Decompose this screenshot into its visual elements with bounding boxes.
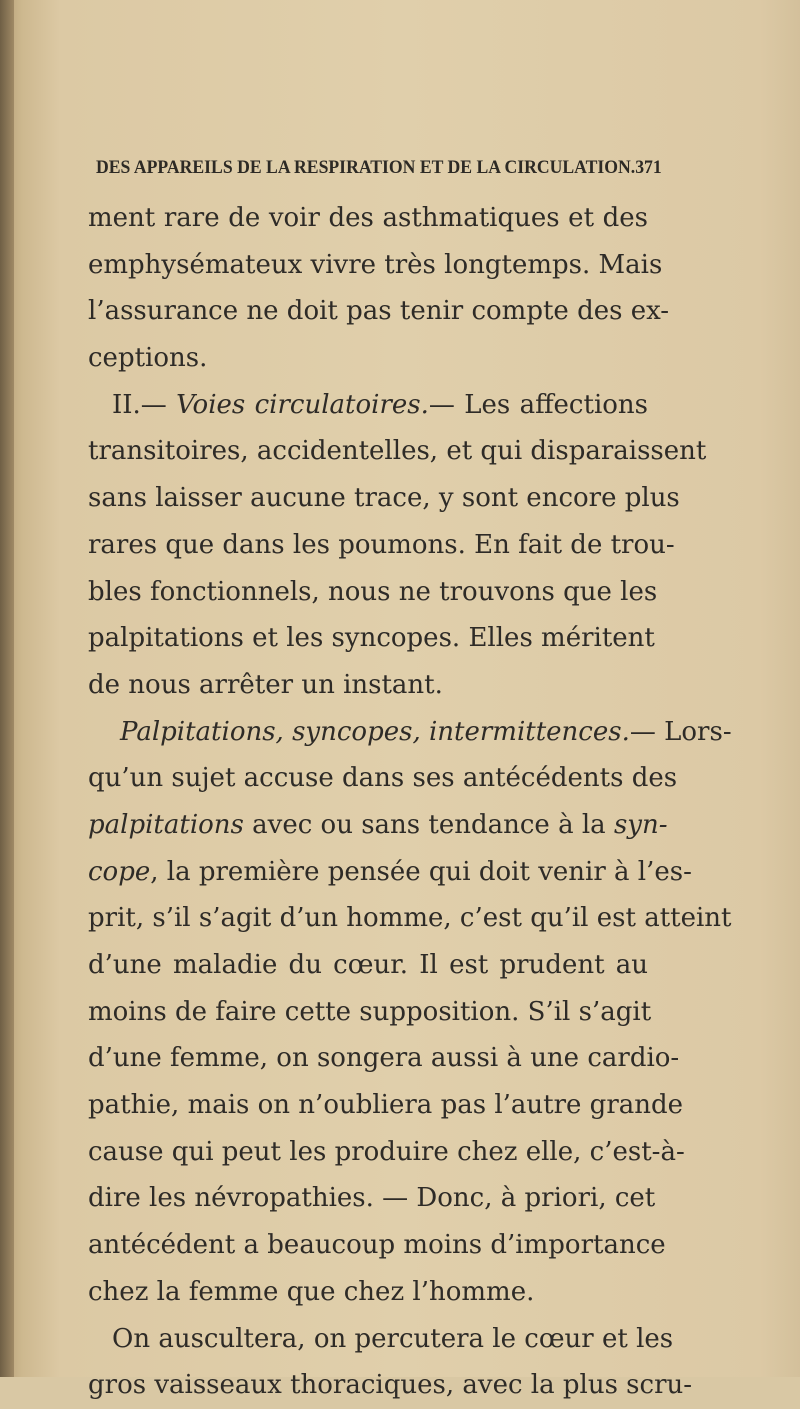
text-line: On auscultera, on percutera le cœur et les [112, 1323, 674, 1354]
text-line: d’une femme, on songera aussi à une cardio- [88, 1043, 680, 1074]
italic-term: cope [88, 856, 151, 887]
section-number: II.— [112, 389, 177, 420]
text-line: bles fonctionnels, nous ne trouvons que les [88, 576, 658, 607]
running-header [96, 157, 662, 179]
italic-term: palpitations [88, 809, 244, 840]
text-line: cause qui peut les produire chez elle, c’est-à- [88, 1136, 685, 1167]
text-line: palpitations et les syncopes. Elles méritent [88, 623, 655, 654]
book-spine-shadow [0, 0, 14, 1377]
page-text [88, 195, 732, 1409]
text-line: l’assurance ne doit pas tenir compte des ex- [88, 296, 670, 327]
text-line [88, 849, 692, 896]
text-run: , la première pensée qui doit venir à l’es- [150, 856, 692, 887]
subsection-heading-line [88, 709, 732, 756]
page-number: 371 [635, 157, 662, 178]
text-line: prit, s’il s’agit d’un homme, c’est qu’il est atteint [88, 903, 732, 934]
section-heading-line [88, 382, 648, 429]
text-line: moins de faire cette supposition. S’il s’agit [88, 996, 652, 1027]
text-run: — Les affections [428, 389, 648, 420]
text-line: gros vaisseaux thoraciques, avec la plus scru- [88, 1370, 693, 1401]
text-line: d’une maladie du cœur. Il est prudent au [88, 950, 648, 980]
text-line: ceptions. [88, 343, 208, 374]
text-line: emphysémateux vivre très longtemps. Mais [88, 249, 663, 280]
italic-term: syn- [613, 809, 668, 840]
text-line: de nous arrêter un instant. [88, 669, 443, 700]
text-run: — Lors- [629, 716, 732, 747]
text-line: chez la femme que chez l’homme. [88, 1276, 535, 1307]
text-line: sans laisser aucune trace, y sont encore plus [88, 483, 680, 514]
text-line: rares que dans les poumons. En fait de trou- [88, 529, 675, 560]
section-heading: Voies circulatoires. [176, 389, 429, 420]
text-line: dire les névropathies. — Donc, à priori, cet [88, 1183, 656, 1214]
header-title: DES APPAREILS DE LA RESPIRATION ET DE LA CIRCULATION. [96, 157, 636, 178]
text-line: pathie, mais on n’oubliera pas l’autre grande [88, 1090, 684, 1121]
text-line: transitoires, accidentelles, et qui disparaissent [88, 436, 707, 467]
text-line: qu’un sujet accuse dans ses antécédents des [88, 763, 678, 794]
text-line [88, 802, 668, 849]
text-run: avec ou sans tendance à la [243, 809, 614, 840]
subsection-heading: Palpitations, syncopes, intermittences. [120, 716, 630, 747]
text-line: ment rare de voir des asthmatiques et des [88, 203, 648, 233]
text-line: antécédent a beaucoup moins d’importance [88, 1230, 666, 1261]
